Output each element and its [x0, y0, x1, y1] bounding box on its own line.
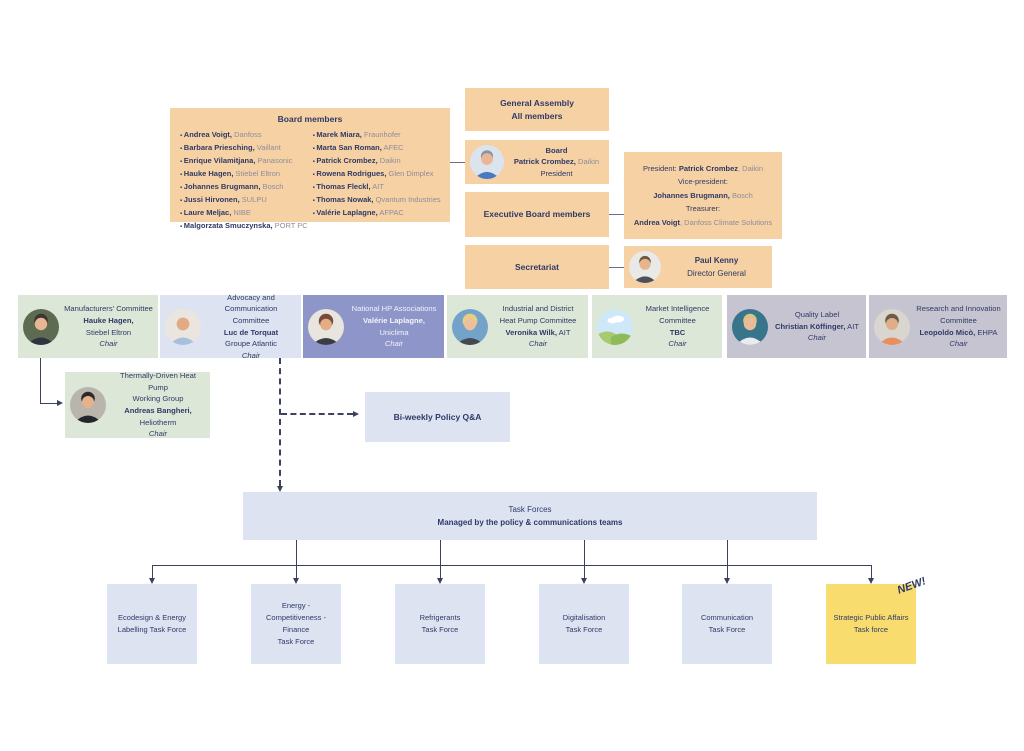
list-item: ▪ Thomas Fleckl, AIT [313, 181, 440, 194]
committee-chair-label: Chair [384, 339, 404, 349]
director-general-box [624, 246, 772, 288]
task-force-label: Finance [282, 625, 310, 634]
task-force-refrigerants [395, 584, 485, 664]
connector-line [296, 540, 297, 578]
president-line: President: Patrick Crombez, Daikin [642, 163, 764, 173]
connector-line [450, 162, 465, 163]
avatar [23, 309, 59, 345]
task-force-label: Energy - [281, 601, 311, 610]
committee-chair-label: Chair [241, 350, 261, 360]
committee-chair-line: Christian Köffinger, AIT [775, 321, 859, 331]
committee-card-industrial [447, 295, 588, 358]
landscape-placeholder-icon [597, 309, 633, 345]
committee-title: Communication Committee [224, 304, 278, 325]
committee-text [773, 309, 861, 344]
task-force-ecodesign [107, 584, 197, 664]
working-group-title: Thermally-Driven Heat Pump [120, 371, 196, 392]
board-members-title: Board members [277, 114, 343, 124]
task-force-label: Task Force [708, 625, 746, 634]
committee-card-manufacturers [18, 295, 158, 358]
committee-card-research-innovation [869, 295, 1007, 358]
arrow-right-icon [57, 400, 63, 406]
task-forces-band [243, 492, 817, 540]
board-members-columns [180, 129, 440, 233]
vice-president-line: Johannes Brugmann, Bosch [653, 190, 753, 200]
dashed-connector-line [281, 413, 353, 415]
list-item: ▪ Malgorzata Smuczynska, PORT PC [180, 220, 307, 233]
committee-text [206, 292, 296, 362]
committee-chair-label: Chair [807, 333, 827, 343]
committee-title: Market Intelligence [645, 304, 710, 314]
committee-card-market-intelligence [592, 295, 722, 358]
committee-card-quality-label [727, 295, 866, 358]
committee-title: Heat Pump Committee [499, 315, 577, 325]
committee-card-advocacy [160, 292, 301, 360]
avatar [70, 387, 106, 423]
task-force-strategic-public-affairs [826, 575, 928, 664]
committee-text [349, 303, 439, 349]
director-role: Director General [687, 269, 746, 278]
list-item: ▪ Thomas Nowak, Qvantum Industries [313, 194, 440, 207]
avatar [874, 309, 910, 345]
arrow-right-icon [353, 411, 359, 417]
avatar [629, 251, 661, 283]
connector-line [871, 565, 872, 578]
board-title: Board [545, 145, 568, 155]
avatar [165, 309, 201, 345]
working-group-chair-label: Chair [148, 429, 168, 439]
committee-chair-name: TBC [669, 327, 686, 337]
new-badge: NEW! [895, 575, 928, 597]
committee-org: Uniclima [379, 327, 409, 337]
board-members-left-column [180, 129, 307, 233]
avatar [452, 309, 488, 345]
list-item: ▪ Hauke Hagen, Stiebel Eltron [180, 168, 307, 181]
task-force-digitalisation [539, 584, 629, 664]
committee-org: Stiebel Eltron [85, 327, 132, 337]
connector-line [584, 540, 585, 578]
avatar [470, 145, 504, 179]
dashed-connector-line [279, 358, 281, 486]
committee-chair-line: Leopoldo Micò, EHPA [919, 327, 998, 337]
biweekly-policy-qa-label: Bi-weekly Policy Q&A [393, 411, 482, 422]
working-group-text [111, 370, 205, 440]
connector-line [609, 214, 624, 215]
task-force-label: Task Force [277, 637, 315, 646]
list-item: ▪ Enrique Vilamitjana, Panasonic [180, 155, 307, 168]
director-name: Paul Kenny [694, 256, 739, 265]
committee-chair-label: Chair [668, 339, 687, 349]
committee-chair-label: Chair [528, 339, 548, 349]
task-force-label: Competitiveness - [265, 613, 327, 622]
secretariat-box [465, 245, 609, 289]
task-force-label: Task Force [565, 625, 603, 634]
committee-title: Quality Label [794, 310, 840, 320]
committee-chair-name: Luc de Torquat [223, 327, 279, 337]
board-role: President [540, 168, 573, 178]
committee-chair-line: Veronika Wilk, AIT [505, 327, 571, 337]
vice-president-label: Vice-president: [678, 177, 728, 187]
list-item: ▪ Laure Meljac, NIBE [180, 207, 307, 220]
task-force-label: Task force [853, 625, 889, 634]
task-force-label: Ecodesign & Energy [118, 613, 186, 622]
secretariat-label: Secretariat [515, 261, 559, 272]
task-force-label: Task Force [421, 625, 459, 634]
committee-chair-label: Chair [949, 339, 968, 349]
list-item: ▪ Andrea Voigt, Danfoss [180, 129, 307, 142]
avatar [308, 309, 344, 345]
committee-chair-name: Valérie Laplagne, [362, 315, 426, 325]
executive-board-label: Executive Board members [483, 209, 591, 219]
committee-title: National HP Associations [351, 304, 437, 314]
connector-line [40, 358, 41, 404]
general-assembly-box [465, 88, 609, 131]
list-item: ▪ Jussi Hirvonen, SULPU [180, 194, 307, 207]
board-chair-line: Patrick Crombez, Daikin [513, 157, 600, 167]
task-force-energy [251, 584, 341, 664]
board-text [509, 145, 604, 180]
connector-line [440, 540, 441, 578]
committee-title: Committee [659, 315, 696, 325]
committee-chair-name: Hauke Hagen, [83, 315, 134, 325]
list-item: ▪ Valérie Laplagne, AFPAC [313, 207, 440, 220]
list-item: ▪ Marta San Roman, AFEC [313, 142, 440, 155]
avatar [732, 309, 768, 345]
committee-title: Manufacturers' Committee [64, 304, 153, 314]
task-force-label: Labelling Task Force [117, 625, 187, 634]
working-group-org: Heliotherm [139, 417, 177, 427]
committee-title: Industrial and District [502, 304, 574, 314]
committee-title: Advocacy and [227, 292, 275, 302]
list-item: ▪ Barbara Priesching, Vaillant [180, 142, 307, 155]
director-general-text [666, 254, 767, 280]
task-force-label: Refrigerants [419, 613, 461, 622]
committee-card-national-hp [303, 295, 444, 358]
connector-line [152, 565, 153, 578]
biweekly-policy-qa-box [365, 392, 510, 442]
committee-chair-label: Chair [99, 339, 118, 349]
committee-org: Groupe Atlantic [225, 339, 277, 349]
list-item: ▪ Johannes Brugmann, Bosch [180, 181, 307, 194]
board-members-box [170, 108, 450, 230]
connector-line [727, 540, 728, 578]
task-force-label: Communication [700, 613, 754, 622]
board-members-right-column [313, 129, 440, 233]
general-assembly-subtitle: All members [511, 110, 563, 121]
committee-title: Committee [940, 315, 977, 325]
working-group-chair-name: Andreas Bangheri, [124, 406, 192, 415]
list-item: ▪ Marek Miara, Fraunhofer [313, 129, 440, 142]
president-info-box [624, 152, 782, 239]
task-force-communication [682, 584, 772, 664]
connector-rail [152, 565, 871, 566]
list-item: ▪ Rowena Rodrigues, Glen Dimplex [313, 168, 440, 181]
executive-board-box [465, 192, 609, 237]
committee-text [493, 303, 583, 349]
committee-title: Research and Innovation [916, 304, 1001, 314]
list-item: ▪ Patrick Crombez, Daikin [313, 155, 440, 168]
task-force-label: Digitalisation [562, 613, 606, 622]
committee-text [915, 303, 1002, 349]
connector-line [40, 403, 57, 404]
treasurer-label: Treasurer: [685, 204, 721, 214]
task-force-label: Strategic Public Affairs [833, 613, 909, 622]
task-forces-subtitle: Managed by the policy & communications teams [437, 518, 623, 527]
board-box [465, 140, 609, 184]
task-forces-title: Task Forces [508, 505, 552, 514]
committee-text [64, 303, 153, 349]
working-group-box [65, 372, 210, 438]
working-group-title: Working Group [132, 394, 184, 404]
general-assembly-title: General Assembly [500, 97, 574, 108]
committee-text [638, 303, 717, 349]
connector-line [609, 267, 624, 268]
treasurer-line: Andrea Voigt, Danfoss Climate Solutions [633, 217, 773, 227]
